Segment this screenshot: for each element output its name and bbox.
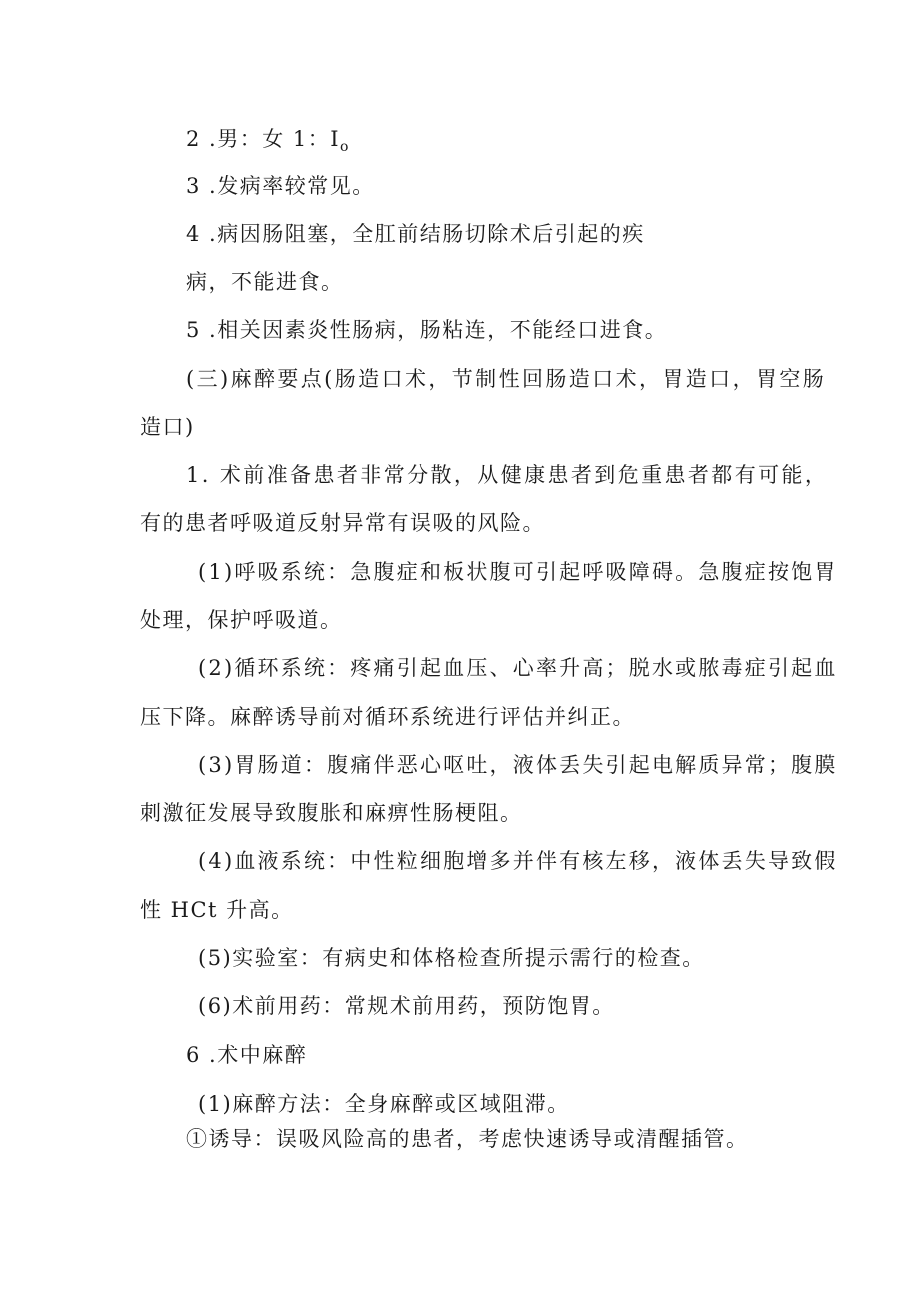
- line-20: 6 .术中麻醉: [186, 1043, 308, 1067]
- line-1-text: 2 .男：女 1：I: [186, 127, 341, 151]
- line-4: 病，不能进食。: [186, 270, 344, 294]
- line-1: [186, 124, 348, 162]
- line-18: (5)实验室：有病史和体格检查所提示需行的检查。: [198, 946, 705, 970]
- line-21: (1)麻醉方法：全身麻醉或区域阻滞。: [198, 1092, 570, 1116]
- line-22: ①诱导：误吸风险高的患者，考虑快速诱导或清醒插管。: [186, 1127, 749, 1151]
- line-14: (3)胃肠道：腹痛伴恶心呕吐，液体丢失引起电解质异常；腹膜: [198, 753, 838, 777]
- line-17: 性 HCt 升高。: [140, 898, 294, 922]
- line-7: 造口): [140, 415, 195, 439]
- line-19: (6)术前用药：常规术前用药，预防饱胃。: [198, 994, 615, 1018]
- line-6: (三)麻醉要点(肠造口术，节制性回肠造口术，胃造口，胃空肠: [186, 367, 827, 391]
- line-8: 1. 术前准备患者非常分散，从健康患者到危重患者都有可能，: [186, 463, 829, 487]
- line-10: (1)呼吸系统：急腹症和板状腹可引起呼吸障碍。急腹症按饱胃: [198, 560, 838, 584]
- line-12: (2)循环系统：疼痛引起血压、心率升高；脱水或脓毒症引起血: [198, 656, 838, 680]
- line-9: 有的患者呼吸道反射异常有误吸的风险。: [140, 511, 545, 535]
- line-2: 3 .发病率较常见。: [186, 174, 375, 198]
- line-13: 压下降。麻醉诱导前对循环系统进行评估并纠正。: [140, 705, 635, 729]
- line-15: 刺激征发展导致腹胀和麻痹性肠梗阻。: [140, 801, 523, 825]
- line-11: 处理，保护呼吸道。: [140, 608, 343, 632]
- line-16: (4)血液系统：中性粒细胞增多并伴有核左移，液体丢失导致假: [198, 849, 838, 873]
- line-1-subscript: o: [340, 139, 349, 155]
- line-5: 5 .相关因素炎性肠病，肠粘连，不能经口进食。: [186, 318, 668, 342]
- line-3: 4 .病因肠阻塞，全肛前结肠切除术后引起的疾: [186, 222, 645, 246]
